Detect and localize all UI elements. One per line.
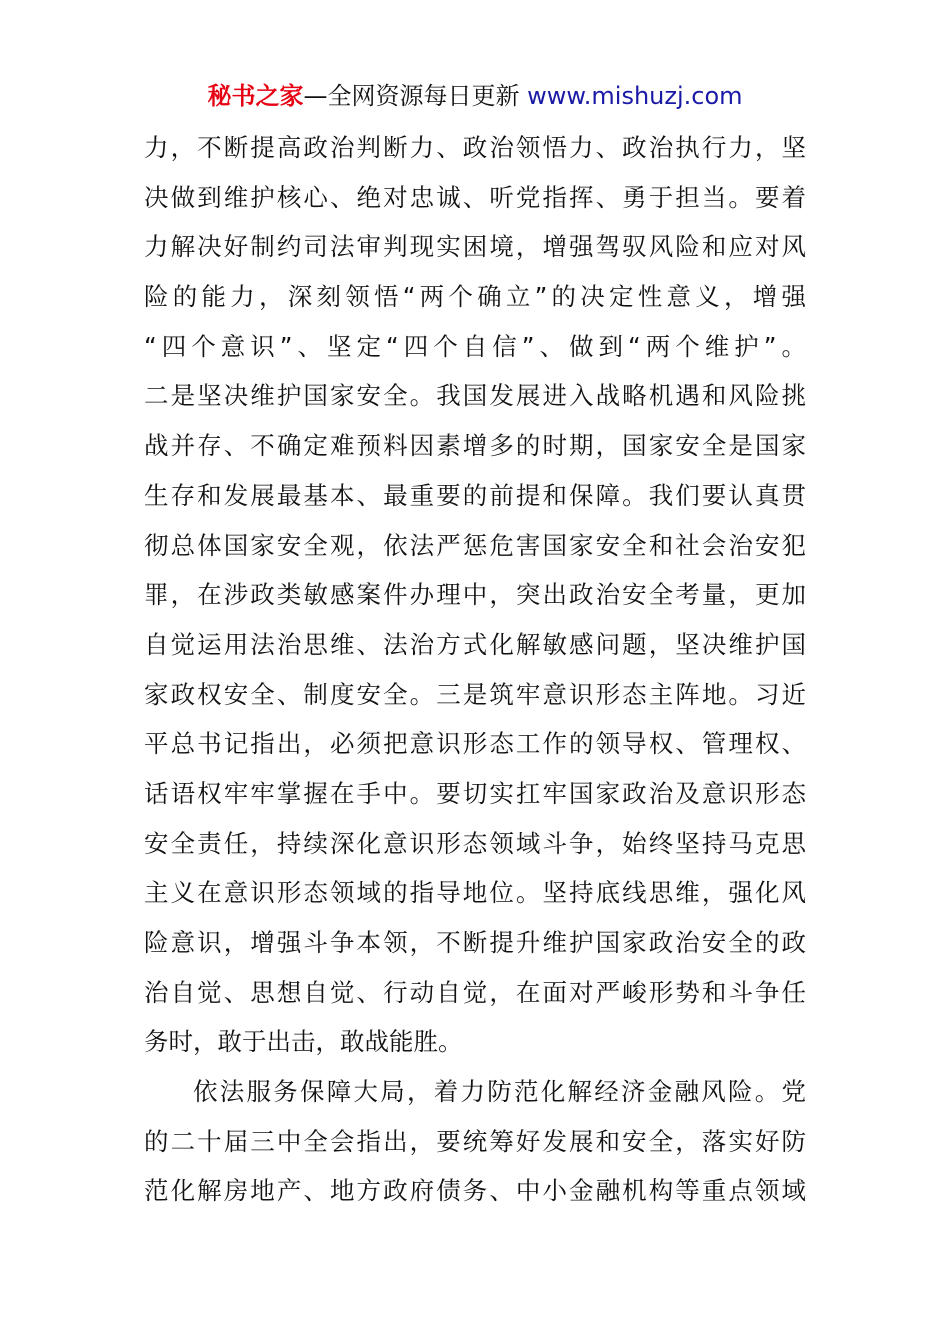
text-line: 二是坚决维护国家安全。我国发展进入战略机遇和风险挑	[144, 381, 809, 411]
text-line: 话语权牢牢掌握在手中。要切实扛牢国家政治及意识形态	[144, 778, 809, 808]
text-line: 力，不断提高政治判断力、政治领悟力、政治执行力，坚	[144, 133, 809, 162]
text-line: 自觉运用法治思维、法治方式化解敏感问题，坚决维护国	[144, 629, 809, 659]
text-line: 彻总体国家安全观，依法严惩危害国家安全和社会治安犯	[144, 530, 809, 560]
paragraph-1	[144, 123, 812, 1067]
text-line: “四个意识”、坚定“四个自信”、做到“两个维护”。	[144, 331, 812, 361]
text-line: 的二十届三中全会指出，要统筹好发展和安全，落实好防	[144, 1126, 809, 1156]
text-line: 务时，敢于出击，敢战能胜。	[144, 1027, 463, 1057]
text-line: 家政权安全、制度安全。三是筑牢意识形态主阵地。习近	[144, 679, 809, 709]
text-line: 战并存、不确定难预料因素增多的时期，国家安全是国家	[144, 431, 809, 461]
text-line: 生存和发展最基本、最重要的前提和保障。我们要认真贯	[144, 480, 809, 510]
text-line: 力解决好制约司法审判现实困境，增强驾驭风险和应对风	[144, 232, 809, 262]
text-line: 治自觉、思想自觉、行动自觉，在面对严峻形势和斗争任	[144, 977, 809, 1007]
text-line: 范化解房地产、地方政府债务、中小金融机构等重点领域	[144, 1176, 809, 1206]
text-line: 罪，在涉政类敏感案件办理中，突出政治安全考量，更加	[144, 580, 809, 610]
text-line: 决做到维护核心、绝对忠诚、听党指挥、勇于担当。要着	[144, 182, 809, 212]
brand-name: 秘书之家	[207, 82, 304, 110]
text-line: 险意识，增强斗争本领，不断提升维护国家政治安全的政	[144, 928, 809, 957]
document-body	[144, 123, 812, 1216]
page-header	[0, 80, 950, 112]
paragraph-2	[144, 1067, 809, 1216]
text-line: 主义在意识形态领域的指导地位。坚持底线思维，强化风	[144, 878, 809, 908]
text-line: 依法服务保障大局，着力防范化解经济金融风险。党	[193, 1077, 809, 1107]
text-line: 平总书记指出，必须把意识形态工作的领导权、管理权、	[144, 729, 809, 759]
site-url-link[interactable]: www.mishuzj.com	[527, 82, 743, 110]
text-line: 安全责任，持续深化意识形态领域斗争，始终坚持马克思	[144, 828, 809, 858]
header-tagline: —全网资源每日更新	[303, 82, 520, 110]
text-line: 险的能力，深刻领悟“两个确立”的决定性意义，增强	[144, 282, 811, 312]
